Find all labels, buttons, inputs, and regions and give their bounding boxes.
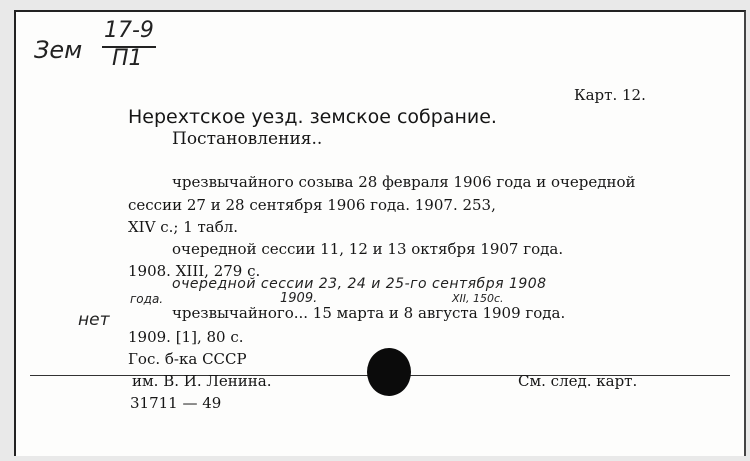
see-next-card: См. след. карт. (518, 372, 638, 390)
punch-hole (367, 348, 411, 396)
card-title: Нерехтское уезд. земское собрание. (128, 106, 497, 128)
body-line-1: чрезвычайного созыва 28 февраля 1906 года и очередной (172, 173, 636, 191)
body-line-7: 1909. [1], 80 с. (128, 328, 244, 346)
card-number: Карт. 12. (574, 86, 646, 104)
handwritten-denominator: П1 (112, 46, 143, 71)
handwritten-note-line1: очередной сессии 23, 24 и 25-го сентября 1908 (172, 276, 547, 292)
body-line-6: чрезвычайного... 15 марта и 8 августа 1909 года. (172, 304, 566, 322)
handwritten-note-year: 1909. (280, 291, 318, 306)
library-line-1: Гос. б-ка СССР (128, 350, 247, 368)
body-line-2: сессии 27 и 28 сентября 1906 года. 1907. 253, (128, 196, 496, 214)
body-line-4: очередной сессии 11, 12 и 13 октября 1907 года. (172, 240, 564, 258)
body-line-3: XIV с.; 1 табл. (128, 218, 239, 236)
handwritten-note-line2: года. (130, 292, 164, 306)
library-line-2: им. В. И. Ленина. (132, 372, 272, 390)
handwritten-net: нет (78, 310, 110, 330)
handwritten-note-vol: XII, 150с. (452, 292, 504, 305)
body-line-5: 1908. XIII, 279 с. (128, 262, 261, 280)
card-subtitle: Постановления.. (172, 129, 323, 149)
handwritten-zem: Зем (34, 36, 83, 64)
catalog-number: 31711 — 49 (130, 394, 222, 412)
handwritten-numerator: 17-9 (104, 18, 154, 43)
